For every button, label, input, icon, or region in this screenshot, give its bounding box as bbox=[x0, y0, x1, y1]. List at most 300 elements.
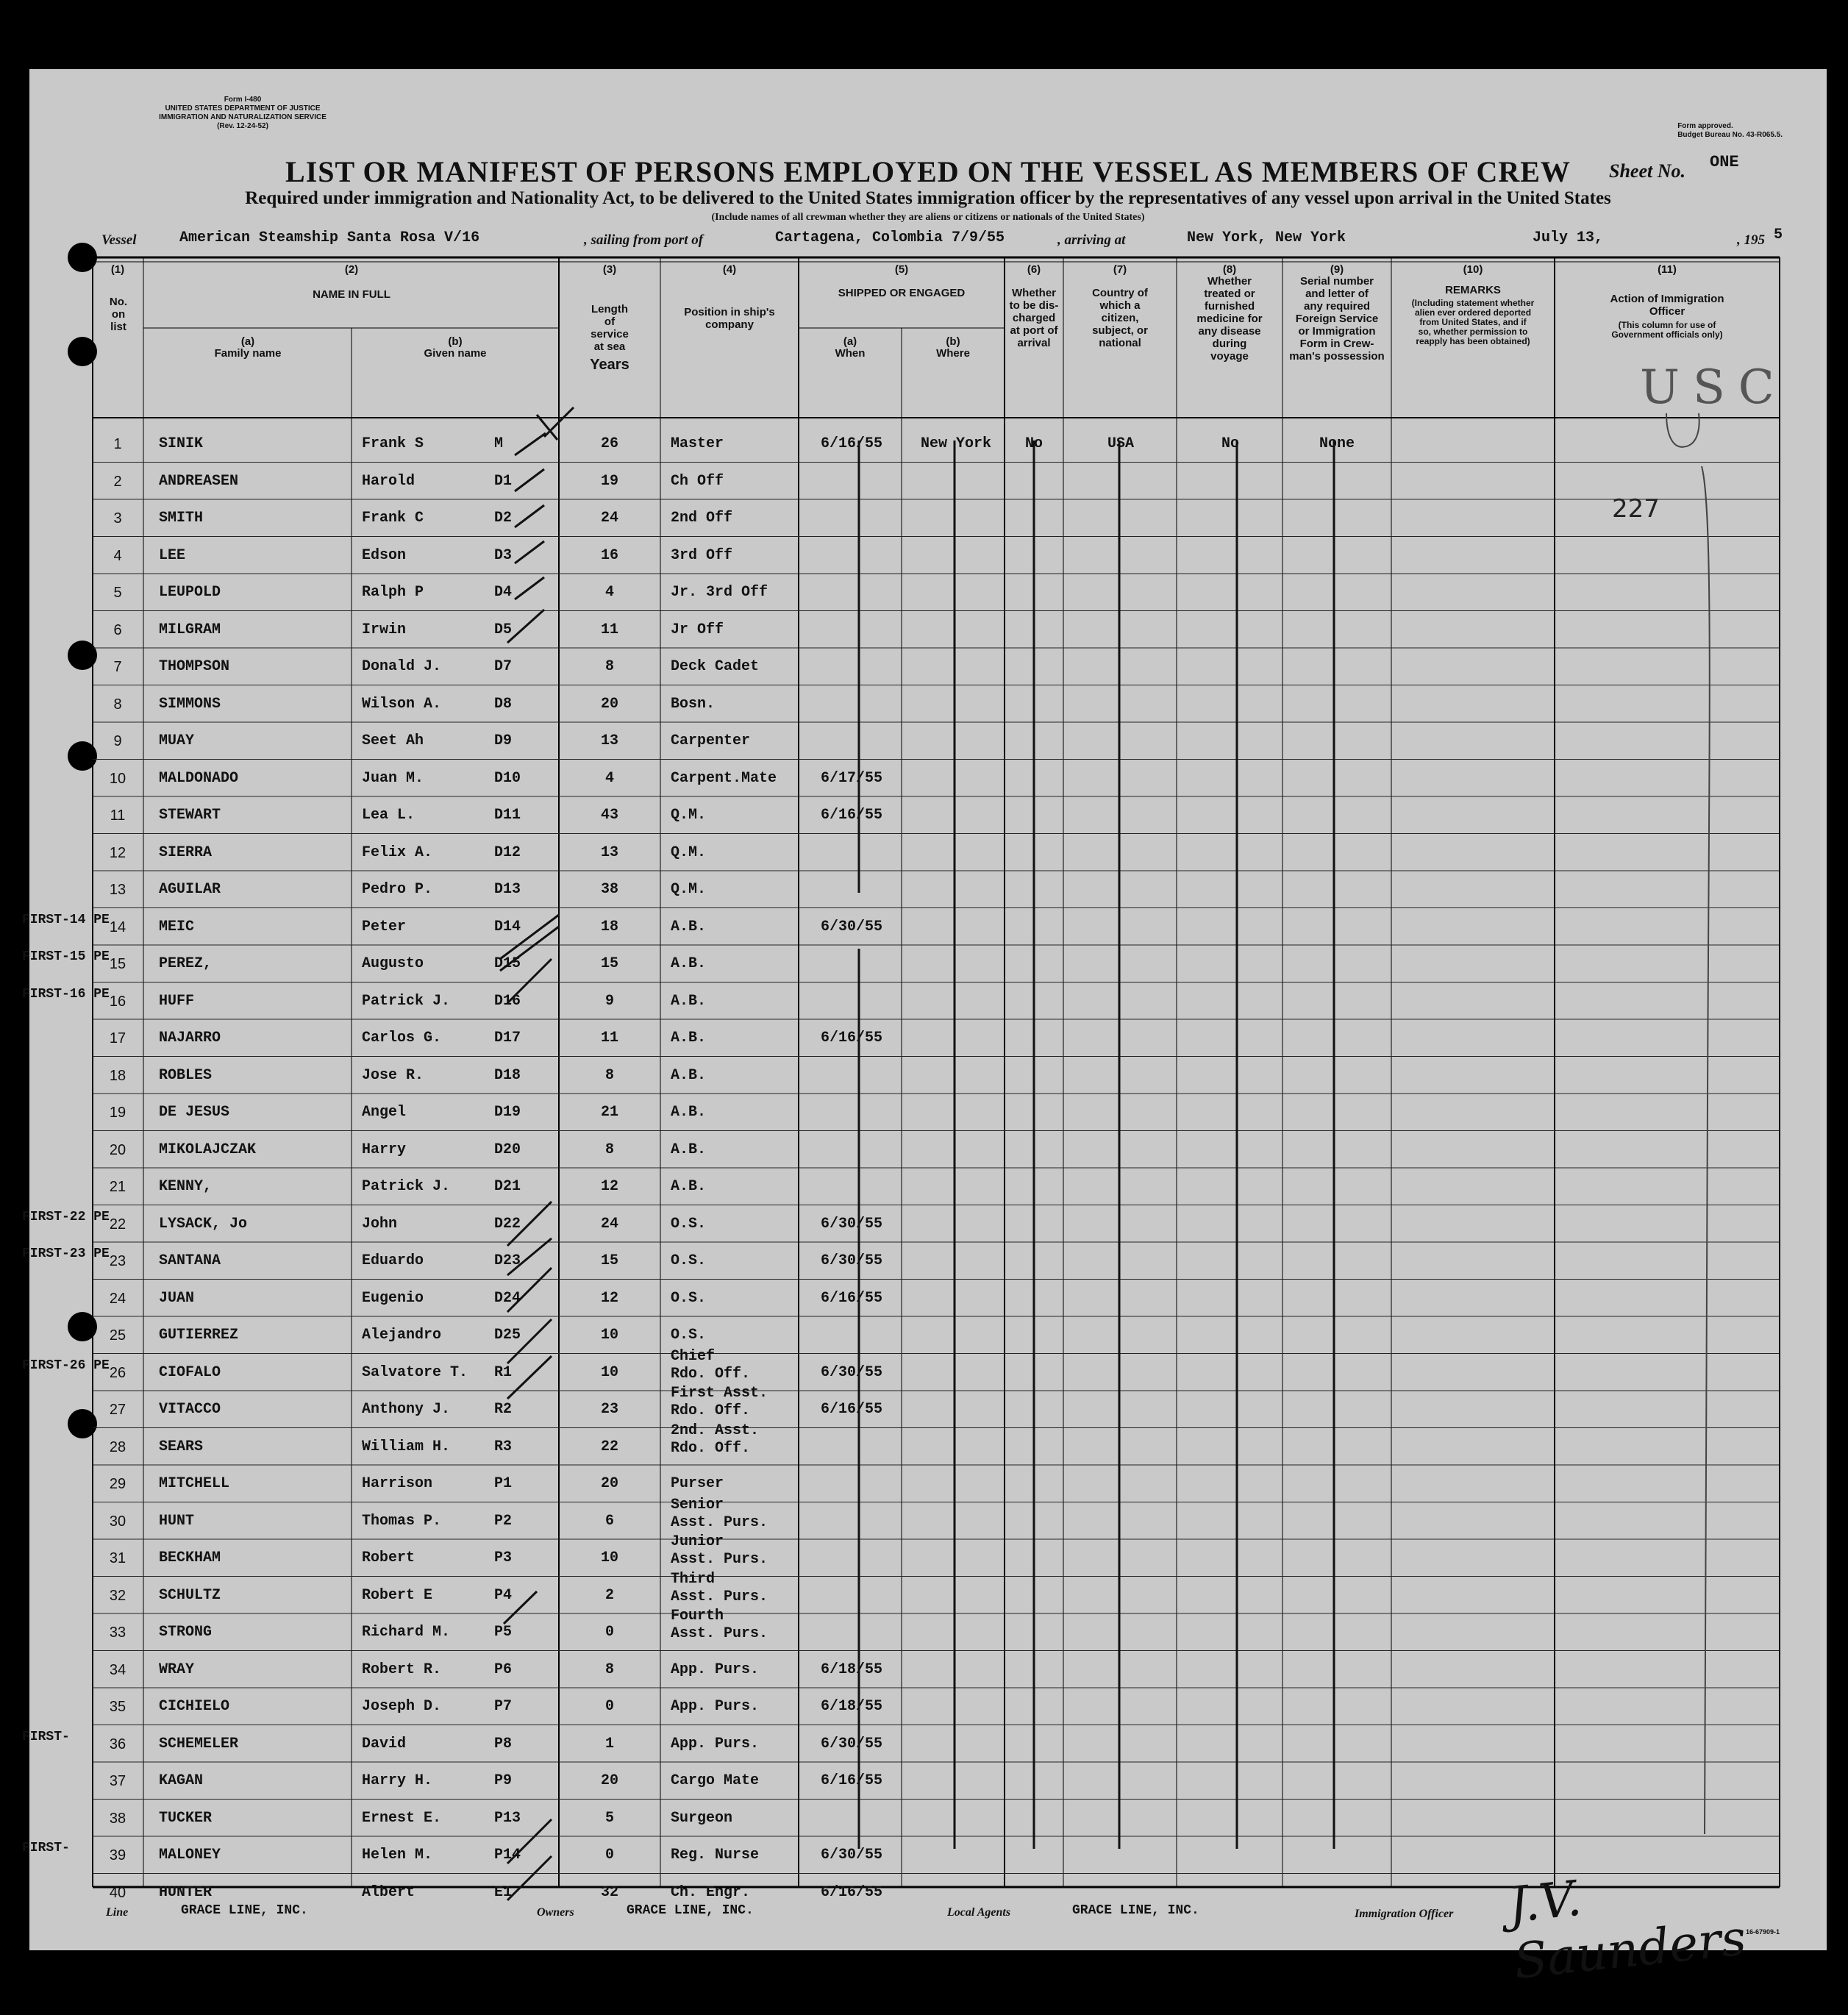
given-name-cell: Salvatore T. bbox=[362, 1363, 468, 1381]
family-name-cell: WRAY bbox=[159, 1661, 195, 1678]
family-name-cell: MIKOLAJCZAK bbox=[159, 1141, 257, 1158]
given-name-cell: Joseph D. bbox=[362, 1698, 442, 1715]
table-row bbox=[29, 1465, 1827, 1502]
first-stamp: FIRST-23 PE bbox=[22, 1247, 110, 1261]
crew-code-cell: P6 bbox=[494, 1661, 513, 1678]
family-name-cell: DE JESUS bbox=[159, 1104, 230, 1121]
given-name-cell: Eduardo bbox=[362, 1252, 424, 1269]
header-given-letter: (b) bbox=[448, 335, 463, 348]
when-cell: 6/30/55 bbox=[820, 1735, 882, 1752]
table-row bbox=[29, 1533, 1827, 1577]
position-cell: Senior Asst. Purs. bbox=[671, 1496, 768, 1531]
years-cell: 12 bbox=[600, 1289, 618, 1307]
when-cell: 6/16/55 bbox=[820, 435, 882, 452]
family-name-cell: SEARS bbox=[159, 1438, 204, 1455]
years-cell: 8 bbox=[604, 1661, 614, 1678]
header-no-on-list: No. on list bbox=[109, 296, 128, 333]
row-number: 32 bbox=[109, 1587, 126, 1604]
family-name-cell: MITCHELL bbox=[159, 1475, 230, 1492]
crew-code-cell: D20 bbox=[494, 1141, 521, 1158]
row-number: 21 bbox=[109, 1179, 126, 1195]
crew-code-cell: D1 bbox=[494, 472, 513, 490]
given-name-cell: Juan M. bbox=[362, 769, 424, 787]
table-row bbox=[29, 425, 1827, 463]
row-number: 16 bbox=[109, 993, 126, 1010]
crew-code-cell: D2 bbox=[494, 510, 513, 527]
header-where: Where bbox=[936, 347, 970, 360]
column-number: (5) bbox=[894, 263, 909, 276]
when-cell: 6/30/55 bbox=[820, 1215, 882, 1233]
row-number: 14 bbox=[109, 919, 126, 935]
table-row bbox=[29, 1131, 1827, 1169]
position-cell: A.B. bbox=[671, 1141, 707, 1158]
row-number: 37 bbox=[109, 1773, 126, 1789]
given-name-cell: Augusto bbox=[362, 955, 424, 972]
years-cell: 16 bbox=[600, 546, 618, 564]
first-stamp: FIRST-16 PE bbox=[22, 986, 110, 1002]
when-cell: 6/18/55 bbox=[820, 1661, 882, 1678]
given-name-cell: Pedro P. bbox=[362, 881, 433, 898]
given-name-cell: Harrison bbox=[362, 1475, 433, 1492]
years-cell: 0 bbox=[604, 1847, 614, 1864]
column-number: (1) bbox=[110, 263, 125, 276]
when-cell: 6/16/55 bbox=[820, 1883, 882, 1901]
number-annotation: 227 bbox=[1612, 494, 1660, 524]
given-name-cell: Edson bbox=[362, 546, 407, 564]
column-number: (2) bbox=[344, 263, 359, 276]
years-cell: 0 bbox=[604, 1624, 614, 1641]
given-name-cell: Frank S bbox=[362, 435, 424, 452]
given-name-cell: William H. bbox=[362, 1438, 451, 1455]
years-cell: 8 bbox=[604, 658, 614, 675]
family-name-cell: SINIK bbox=[159, 435, 204, 452]
header-remarks: REMARKS bbox=[1445, 284, 1501, 296]
family-name-cell: LEE bbox=[159, 546, 186, 564]
given-name-cell: David bbox=[362, 1735, 407, 1752]
row-number: 4 bbox=[113, 547, 122, 564]
family-name-cell: NAJARRO bbox=[159, 1030, 221, 1046]
given-name-cell: Robert R. bbox=[362, 1661, 442, 1678]
family-name-cell: CICHIELO bbox=[159, 1698, 230, 1715]
print-code: 16-67909-1 bbox=[1746, 1928, 1780, 1936]
position-cell: A.B. bbox=[671, 1066, 707, 1084]
years-cell: 4 bbox=[604, 584, 614, 601]
years-cell: 24 bbox=[600, 510, 618, 527]
table-row bbox=[29, 1094, 1827, 1131]
position-cell: A.B. bbox=[671, 1178, 707, 1195]
years-cell: 15 bbox=[600, 1252, 618, 1269]
years-cell: 8 bbox=[604, 1066, 614, 1084]
years-cell: 9 bbox=[604, 992, 614, 1010]
family-name-cell: CIOFALO bbox=[159, 1363, 221, 1381]
years-cell: 38 bbox=[600, 881, 618, 898]
sailing-port: Cartagena, Colombia 7/9/55 bbox=[775, 229, 1005, 246]
sheet-no-value: ONE bbox=[1710, 153, 1739, 171]
crew-code-cell: P13 bbox=[494, 1809, 521, 1827]
years-cell: 20 bbox=[600, 695, 618, 713]
row-number: 5 bbox=[113, 585, 122, 601]
table-row bbox=[29, 685, 1827, 723]
line-value: GRACE LINE, INC. bbox=[181, 1903, 308, 1918]
years-cell: 19 bbox=[600, 472, 618, 490]
position-cell: Q.M. bbox=[671, 844, 707, 861]
row-number: 3 bbox=[113, 510, 122, 527]
header-shipped: SHIPPED OR ENGAGED bbox=[838, 287, 966, 299]
table-row bbox=[29, 499, 1827, 537]
table-row bbox=[29, 1422, 1827, 1466]
years-cell: 4 bbox=[604, 769, 614, 787]
position-cell: Jr. 3rd Off bbox=[671, 584, 768, 601]
manifest-sheet bbox=[22, 69, 1827, 1991]
position-cell: Ch Off bbox=[671, 472, 724, 490]
table-row bbox=[29, 1496, 1827, 1540]
table-row bbox=[22, 1242, 1827, 1280]
first-stamp: FIRST-15 PE bbox=[22, 949, 110, 964]
column-number: (9) bbox=[1330, 263, 1344, 276]
given-name-cell: Irwin bbox=[362, 621, 407, 638]
header-action-note: (This column for use of Government officials only) bbox=[1611, 320, 1723, 340]
family-name-cell: SMITH bbox=[159, 510, 204, 527]
family-name-cell: KENNY, bbox=[159, 1178, 213, 1195]
table-row bbox=[22, 1205, 1827, 1243]
position-cell: 3rd Off bbox=[671, 546, 733, 564]
row-number: 17 bbox=[109, 1030, 126, 1046]
position-cell: O.S. bbox=[671, 1252, 707, 1269]
family-name-cell: KAGAN bbox=[159, 1772, 204, 1789]
given-name-cell: Robert E bbox=[362, 1586, 433, 1604]
row-number: 40 bbox=[109, 1884, 126, 1901]
crew-code-cell: P14 bbox=[494, 1847, 521, 1864]
position-cell: First Asst. Rdo. Off. bbox=[671, 1385, 768, 1419]
position-cell: Carpenter bbox=[671, 732, 751, 749]
table-row bbox=[29, 1762, 1827, 1800]
arrival-date: July 13, bbox=[1533, 229, 1604, 246]
page-title: LIST OR MANIFEST OF PERSONS EMPLOYED ON THE VESSEL AS MEMBERS OF CREW bbox=[285, 155, 1571, 188]
form-id-block: Form I-480 UNITED STATES DEPARTMENT OF JUSTICE IMMIGRATION AND NATURALIZATION SERVICE (Rev. 12-24-52) bbox=[159, 96, 327, 130]
position-cell: O.S. bbox=[671, 1327, 707, 1344]
form-approval: Form approved. Budget Bureau No. 43-R065.5. bbox=[1677, 122, 1783, 139]
table-row bbox=[29, 796, 1827, 834]
row-number: 29 bbox=[109, 1476, 126, 1492]
row-number: 13 bbox=[109, 882, 126, 898]
position-cell: App. Purs. bbox=[671, 1698, 760, 1715]
crew-code-cell: D17 bbox=[494, 1030, 521, 1046]
table-row bbox=[29, 1688, 1827, 1725]
vessel-label: Vessel bbox=[101, 232, 137, 248]
table-row bbox=[29, 537, 1827, 574]
when-cell: 6/16/55 bbox=[820, 1289, 882, 1307]
given-name-cell: Albert bbox=[362, 1883, 415, 1901]
position-cell: O.S. bbox=[671, 1289, 707, 1307]
given-name-cell: Angel bbox=[362, 1104, 407, 1121]
sailing-label: , sailing from port of bbox=[584, 232, 704, 248]
table-row bbox=[29, 463, 1827, 500]
row-number: 22 bbox=[109, 1216, 126, 1233]
family-name-cell: HUNTER bbox=[159, 1883, 213, 1901]
table-row bbox=[29, 1280, 1827, 1317]
row-number: 36 bbox=[109, 1736, 126, 1752]
first-stamp: FIRST- bbox=[22, 1841, 70, 1855]
when-cell: 6/16/55 bbox=[820, 1030, 882, 1046]
family-name-cell: SIMMONS bbox=[159, 695, 221, 713]
years-cell: 6 bbox=[604, 1512, 614, 1530]
family-name-cell: MEIC bbox=[159, 918, 195, 935]
table-row bbox=[29, 574, 1827, 611]
given-name-cell: Carlos G. bbox=[362, 1030, 442, 1046]
position-cell: Junior Asst. Purs. bbox=[671, 1533, 768, 1568]
family-name-cell: BECKHAM bbox=[159, 1549, 221, 1566]
given-name-cell: Frank C bbox=[362, 510, 424, 527]
crew-code-cell: D10 bbox=[494, 769, 521, 787]
given-name-cell: Ralph P bbox=[362, 584, 424, 601]
position-cell: O.S. bbox=[671, 1215, 707, 1233]
crew-code-cell: D19 bbox=[494, 1104, 521, 1121]
family-name-cell: ROBLES bbox=[159, 1066, 213, 1084]
given-name-cell: Jose R. bbox=[362, 1066, 424, 1084]
where-cell: New York bbox=[920, 435, 991, 452]
country-cell: USA bbox=[1107, 435, 1134, 452]
usc-annotation: USC bbox=[1640, 360, 1788, 415]
when-cell: 6/30/55 bbox=[820, 1847, 882, 1864]
row-number: 30 bbox=[109, 1513, 126, 1530]
table-row bbox=[29, 834, 1827, 871]
column-number: (8) bbox=[1222, 263, 1237, 276]
row-number: 11 bbox=[110, 807, 126, 824]
row-number: 6 bbox=[113, 621, 122, 638]
years-cell: 11 bbox=[600, 621, 618, 638]
column-number: (11) bbox=[1658, 263, 1677, 276]
when-cell: 6/18/55 bbox=[820, 1698, 882, 1715]
family-name-cell: MALONEY bbox=[159, 1847, 221, 1864]
position-cell: Chief Rdo. Off. bbox=[671, 1347, 751, 1383]
header-when: When bbox=[835, 347, 866, 360]
table-row bbox=[29, 1385, 1827, 1428]
when-cell: 6/16/55 bbox=[820, 1772, 882, 1789]
table-row bbox=[29, 1651, 1827, 1688]
crew-code-cell: D14 bbox=[494, 918, 521, 935]
table-row bbox=[29, 1057, 1827, 1094]
column-number: (7) bbox=[1113, 263, 1127, 276]
given-name-cell: Donald J. bbox=[362, 658, 442, 675]
position-cell: App. Purs. bbox=[671, 1661, 760, 1678]
given-name-cell: Helen M. bbox=[362, 1847, 433, 1864]
crew-code-cell: D12 bbox=[494, 844, 521, 861]
row-number: 12 bbox=[109, 844, 126, 861]
crew-code-cell: D15 bbox=[494, 955, 521, 972]
header-length: Length of service at sea bbox=[591, 303, 629, 353]
family-name-cell: GUTIERREZ bbox=[159, 1327, 239, 1344]
years-cell: 15 bbox=[600, 955, 618, 972]
vessel-name: American Steamship Santa Rosa V/16 bbox=[179, 229, 480, 246]
years-cell: 10 bbox=[600, 1549, 618, 1566]
crew-code-cell: P3 bbox=[494, 1549, 513, 1566]
family-name-cell: SCHULTZ bbox=[159, 1586, 221, 1604]
given-name-cell: Felix A. bbox=[362, 844, 433, 861]
header-action: Action of Immigration Officer bbox=[1610, 293, 1724, 318]
column-number: (3) bbox=[602, 263, 617, 276]
row-number: 34 bbox=[109, 1661, 126, 1678]
position-cell: Bosn. bbox=[671, 695, 716, 713]
family-name-cell: ANDREASEN bbox=[159, 472, 239, 490]
position-cell: 2nd Off bbox=[671, 510, 733, 527]
table-row bbox=[22, 945, 1827, 982]
when-cell: 6/16/55 bbox=[820, 807, 882, 824]
row-number: 8 bbox=[113, 696, 122, 713]
table-row bbox=[29, 871, 1827, 908]
position-cell: A.B. bbox=[671, 992, 707, 1010]
given-name-cell: Alejandro bbox=[362, 1327, 442, 1344]
first-stamp: FIRST-14 PE bbox=[22, 912, 110, 927]
crew-code-cell: E1 bbox=[494, 1883, 513, 1901]
family-name-cell: HUNT bbox=[159, 1512, 195, 1530]
table-row bbox=[29, 760, 1827, 797]
position-cell: Surgeon bbox=[671, 1809, 733, 1827]
family-name-cell: HUFF bbox=[159, 992, 195, 1010]
years-cell: 2 bbox=[604, 1586, 614, 1604]
position-cell: Jr Off bbox=[671, 621, 724, 638]
family-name-cell: JUAN bbox=[159, 1289, 195, 1307]
years-cell: 26 bbox=[600, 435, 618, 452]
crew-code-cell: P5 bbox=[494, 1624, 513, 1641]
crew-code-cell: M bbox=[494, 435, 504, 452]
years-cell: 21 bbox=[600, 1104, 618, 1121]
position-cell: Q.M. bbox=[671, 881, 707, 898]
row-number: 33 bbox=[109, 1625, 126, 1641]
years-cell: 10 bbox=[600, 1363, 618, 1381]
required-line: Required under immigration and Nationality Act, to be delivered to the United States immigration officer by the representatives of any vessel upon arrival in the United States bbox=[245, 188, 1611, 208]
row-number: 39 bbox=[109, 1847, 126, 1864]
row-number: 25 bbox=[109, 1327, 126, 1344]
table-row bbox=[29, 1168, 1827, 1205]
crew-code-cell: D9 bbox=[494, 732, 513, 749]
years-cell: 13 bbox=[600, 732, 618, 749]
row-number: 20 bbox=[109, 1141, 126, 1158]
crew-code-cell: P8 bbox=[494, 1735, 513, 1752]
arriving-label: , arriving at bbox=[1057, 232, 1126, 248]
row-number: 38 bbox=[109, 1810, 126, 1827]
family-name-cell: THOMPSON bbox=[159, 658, 230, 675]
row-number: 2 bbox=[113, 473, 122, 490]
years-cell: 43 bbox=[600, 807, 618, 824]
family-name-cell: LEUPOLD bbox=[159, 584, 221, 601]
years-cell: 12 bbox=[600, 1178, 618, 1195]
header-when-letter: (a) bbox=[843, 335, 857, 348]
given-name-cell: Anthony J. bbox=[362, 1401, 451, 1418]
table-row bbox=[22, 982, 1827, 1020]
years-cell: 8 bbox=[604, 1141, 614, 1158]
given-name-cell: Robert bbox=[362, 1549, 415, 1566]
given-name-cell: Harold bbox=[362, 472, 415, 490]
table-row bbox=[29, 1316, 1827, 1354]
header-where-letter: (b) bbox=[946, 335, 960, 348]
family-name-cell: MILGRAM bbox=[159, 621, 221, 638]
include-line: (Include names of all crewman whether they are aliens or citizens or nationals of the United States) bbox=[711, 212, 1145, 223]
crew-code-cell: R1 bbox=[494, 1363, 513, 1381]
table-row bbox=[29, 611, 1827, 649]
crew-code-cell: D21 bbox=[494, 1178, 521, 1195]
years-cell: 20 bbox=[600, 1772, 618, 1789]
header-family-letter: (a) bbox=[240, 335, 255, 348]
given-name-cell: Thomas P. bbox=[362, 1512, 442, 1530]
family-name-cell: MALDONADO bbox=[159, 769, 239, 787]
first-stamp: FIRST-22 PE bbox=[22, 1209, 110, 1224]
header-serial: Serial number and letter of any required Foreign Service or Immigration Form in Crew- man's possession bbox=[1289, 275, 1385, 363]
owners-label: Owners bbox=[537, 1906, 574, 1919]
treated-cell: No bbox=[1221, 435, 1239, 452]
header-treated: Whether treated or furnished medicine for any disease during voyage bbox=[1196, 275, 1263, 363]
row-number: 31 bbox=[109, 1550, 126, 1566]
position-cell: A.B. bbox=[671, 1030, 707, 1046]
owners-value: GRACE LINE, INC. bbox=[627, 1903, 754, 1918]
crew-code-cell: P4 bbox=[494, 1586, 513, 1604]
family-name-cell: TUCKER bbox=[159, 1809, 213, 1827]
given-name-cell: Wilson A. bbox=[362, 695, 442, 713]
years-cell: 18 bbox=[600, 918, 618, 935]
sheet-no-label: Sheet No. bbox=[1609, 160, 1685, 182]
row-number: 28 bbox=[109, 1438, 126, 1455]
table-row bbox=[29, 1570, 1827, 1614]
position-cell: A.B. bbox=[671, 955, 707, 972]
crew-code-cell: P7 bbox=[494, 1698, 513, 1715]
given-name-cell: Peter bbox=[362, 918, 407, 935]
position-cell: Carpent.Mate bbox=[671, 769, 777, 787]
crew-code-cell: D13 bbox=[494, 881, 521, 898]
year-suffix: 5 bbox=[1774, 227, 1783, 243]
crew-code-cell: D11 bbox=[494, 807, 521, 824]
table-row bbox=[29, 1019, 1827, 1057]
years-cell: 24 bbox=[600, 1215, 618, 1233]
discharged-cell: No bbox=[1024, 435, 1043, 452]
header-family-name: Family name bbox=[214, 347, 282, 360]
crew-code-cell: P2 bbox=[494, 1512, 513, 1530]
table-row bbox=[22, 1725, 1827, 1763]
agents-value: GRACE LINE, INC. bbox=[1072, 1903, 1199, 1918]
row-number: 19 bbox=[109, 1105, 126, 1121]
years-cell: 20 bbox=[600, 1475, 618, 1492]
years-cell: 32 bbox=[600, 1883, 618, 1901]
given-name-cell: Seet Ah bbox=[362, 732, 424, 749]
given-name-cell: Harry H. bbox=[362, 1772, 433, 1789]
family-name-cell: VITACCO bbox=[159, 1401, 221, 1418]
header-discharged: Whether to be dis- charged at port of arrival bbox=[1009, 287, 1059, 349]
crew-code-cell: D25 bbox=[494, 1327, 521, 1344]
position-cell: Ch. Engr. bbox=[671, 1883, 751, 1901]
officer-signature: J.V. Saunders bbox=[1505, 1869, 1749, 1991]
header-name-in-full: NAME IN FULL bbox=[313, 288, 390, 301]
first-stamp: FIRST- bbox=[22, 1729, 70, 1744]
years-cell: 13 bbox=[600, 844, 618, 861]
years-cell: 22 bbox=[600, 1438, 618, 1455]
position-cell: Fourth Asst. Purs. bbox=[671, 1608, 768, 1642]
column-number: (10) bbox=[1463, 263, 1483, 276]
given-name-cell: Richard M. bbox=[362, 1624, 451, 1641]
line-label: Line bbox=[106, 1906, 129, 1919]
family-name-cell: SCHEMELER bbox=[159, 1735, 239, 1752]
years-cell: 10 bbox=[600, 1327, 618, 1344]
given-name-cell: Lea L. bbox=[362, 807, 415, 824]
year-prefix: , 195 bbox=[1737, 232, 1765, 248]
agents-label: Local Agents bbox=[947, 1906, 1011, 1919]
row-number: 24 bbox=[109, 1290, 126, 1307]
family-name-cell: MUAY bbox=[159, 732, 195, 749]
position-cell: Q.M. bbox=[671, 807, 707, 824]
given-name-cell: Eugenio bbox=[362, 1289, 424, 1307]
crew-code-cell: D4 bbox=[494, 584, 513, 601]
years-cell: 5 bbox=[604, 1809, 614, 1827]
crew-code-cell: D22 bbox=[494, 1215, 521, 1233]
header-position: Position in ship's company bbox=[684, 306, 775, 331]
when-cell: 6/30/55 bbox=[820, 1252, 882, 1269]
